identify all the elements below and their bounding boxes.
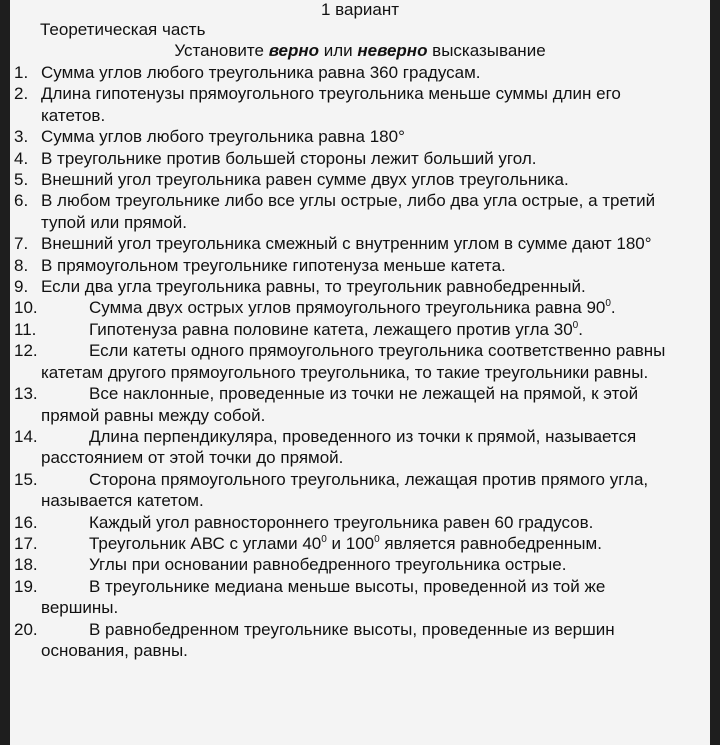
statement-number: 20. xyxy=(14,619,38,639)
statement-text: Сумма углов любого треугольника равна 360 градусам. xyxy=(41,63,481,82)
statement-text: Сумма двух острых углов прямоугольного треугольника равна $90^0$. xyxy=(89,298,616,318)
statement-text: Если катеты одного прямоугольного треугольника соответственно равны катетам другого прямоугольного треугольника, то такие треугольники равны. xyxy=(41,341,666,382)
statement-item xyxy=(14,383,674,426)
section-title: Теоретическая часть xyxy=(40,20,206,39)
statement-text: Каждый угол равностороннего треугольника равен 60 градусов. xyxy=(89,512,594,532)
instruction-true-word: верно xyxy=(268,41,320,60)
statement-number: 6. xyxy=(14,191,29,211)
statement-text: Если два угла треугольника равны, то треугольник равнобедренный. xyxy=(41,277,586,297)
statement-item xyxy=(14,319,674,340)
statement-text: Углы при основании равнобедренного треугольника острые. xyxy=(89,555,567,575)
statement-item xyxy=(14,83,674,126)
statement-number: 18. xyxy=(14,555,38,575)
statement-text: В треугольнике против большей стороны лежит больший угол. xyxy=(41,148,537,168)
statement-text: Сторона прямоугольного треугольника, лежащая против прямого угла, называется катетом. xyxy=(41,469,649,511)
instruction-after: высказывание xyxy=(427,41,546,60)
statement-list xyxy=(14,62,674,661)
statement-text: В прямоугольном треугольнике гипотенуза меньше катета. xyxy=(41,255,506,275)
statement-item xyxy=(14,276,674,297)
statement-item xyxy=(14,255,674,276)
statement-item xyxy=(14,148,674,169)
statement-number: 12. xyxy=(14,341,38,361)
statement-number: 2. xyxy=(14,84,29,104)
statement-item xyxy=(14,533,674,554)
right-dark-edge xyxy=(710,0,720,745)
statement-item xyxy=(14,426,674,469)
statement-text: Гипотенуза равна половине катета, лежащего против угла $30^0$. xyxy=(89,319,583,339)
statement-text: Все наклонные, проведенные из точки не лежащей на прямой, к этой прямой равны между собой. xyxy=(41,384,639,425)
statement-item xyxy=(14,62,674,83)
statement-item xyxy=(14,554,674,575)
statement-item xyxy=(14,190,674,233)
statement-text: Треугольник АВС с углами $40^0$ и $100^0$ является равнобедренным. xyxy=(89,533,602,553)
statement-text: Сумма углов любого треугольника равна 180° xyxy=(41,127,405,147)
statement-text: В любом треугольнике либо все углы острые, либо два угла острые, а третий тупой или прямой. xyxy=(41,191,656,232)
statement-number: 9. xyxy=(14,277,29,297)
statement-text: Длина перпендикуляра, проведенного из точки к прямой, называется расстоянием от этой точки до прямой. xyxy=(41,426,637,468)
statement-item xyxy=(14,576,674,619)
statement-number: 4. xyxy=(14,148,29,168)
statement-number: 11. xyxy=(14,319,37,339)
statement-number: 15. xyxy=(14,469,38,489)
statement-text: В равнобедренном треугольнике высоты, проведенные из вершин основания, равны. xyxy=(41,619,615,660)
statement-item xyxy=(14,297,674,318)
statement-item xyxy=(14,169,674,190)
statement-item xyxy=(14,512,674,533)
statement-text: В треугольнике медиана меньше высоты, проведенной из той же вершины. xyxy=(41,576,606,618)
statement-text: Длина гипотенузы прямоугольного треугольника меньше суммы длин его катетов. xyxy=(41,84,621,125)
statement-number: 3. xyxy=(14,127,29,147)
statement-item xyxy=(14,233,674,254)
statement-text: Внешний угол треугольника смежный с внутренним углом в сумме дают 180° xyxy=(41,234,652,254)
statement-number: 8. xyxy=(14,255,29,275)
statement-text: Внешний угол треугольника равен сумме двух углов треугольника. xyxy=(41,170,569,190)
statement-item xyxy=(14,126,674,147)
statement-number: 1. xyxy=(14,63,29,82)
statement-number: 17. xyxy=(14,533,38,553)
statement-number: 14. xyxy=(14,426,38,446)
statement-number: 19. xyxy=(14,576,38,596)
statement-item xyxy=(14,619,674,662)
instruction-before: Установите xyxy=(174,41,269,60)
statement-item xyxy=(14,469,674,512)
statement-item xyxy=(14,340,674,383)
instruction-middle: или xyxy=(319,41,358,60)
instruction xyxy=(0,40,720,61)
statement-number: 10. xyxy=(14,298,38,318)
statement-number: 5. xyxy=(14,170,29,190)
instruction-false-word: неверно xyxy=(357,41,428,60)
statement-number: 16. xyxy=(14,512,38,532)
statement-number: 13. xyxy=(14,384,38,404)
left-dark-edge xyxy=(0,0,10,745)
variant-title: 1 вариант xyxy=(320,0,400,19)
statement-number: 7. xyxy=(14,234,29,254)
